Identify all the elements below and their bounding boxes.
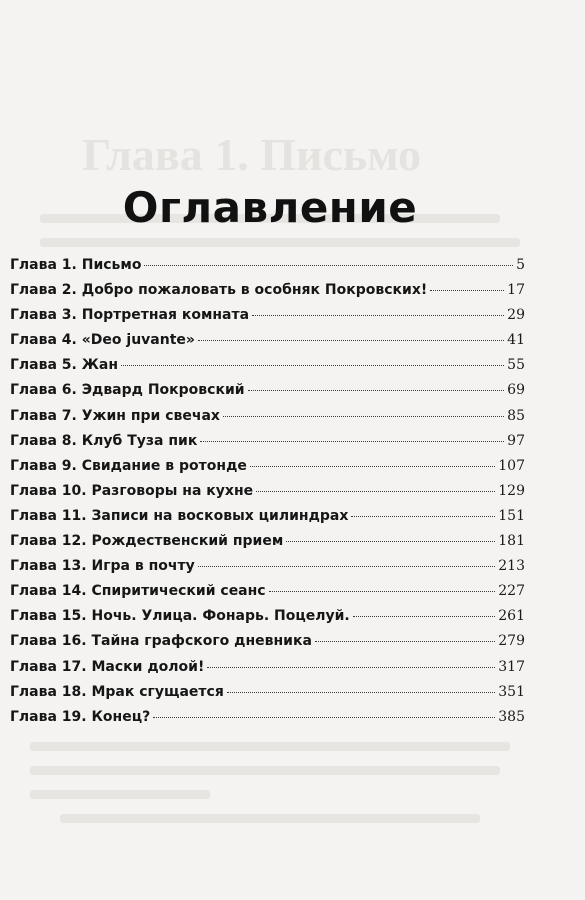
toc-entry[interactable] (10, 533, 525, 558)
dot-leader (248, 390, 505, 391)
dot-leader (223, 416, 504, 417)
show-through-line (60, 814, 480, 823)
toc-entry[interactable] (10, 684, 525, 709)
toc-entry[interactable] (10, 483, 525, 508)
toc-entry[interactable] (10, 508, 525, 533)
toc-entry-title: Глава 10. Разговоры на кухне (10, 482, 254, 499)
toc-entry-page-number: 107 (498, 457, 525, 474)
toc-entry-page-number: 213 (498, 558, 525, 575)
toc-entry[interactable] (10, 257, 525, 282)
show-through-line (30, 790, 210, 799)
dot-leader (430, 290, 504, 291)
toc-entry-page-number: 151 (498, 507, 525, 524)
dot-leader (269, 591, 496, 592)
toc-entry-page-number: 351 (498, 683, 525, 700)
toc-entry-page-number: 129 (498, 482, 525, 499)
toc-entry-page-number: 29 (507, 307, 525, 324)
toc-entry[interactable] (10, 583, 525, 608)
toc-entry[interactable] (10, 408, 525, 433)
toc-entry-title: Глава 18. Мрак сгущается (10, 683, 224, 700)
toc-entry-page-number: 41 (507, 332, 525, 349)
toc-entry[interactable] (10, 659, 525, 684)
toc-entry-title: Глава 15. Ночь. Улица. Фонарь. Поцелуй. (10, 608, 350, 625)
toc-entry-title: Глава 3. Портретная комната (10, 307, 250, 324)
toc-entry[interactable] (10, 709, 525, 734)
toc-entry[interactable] (10, 307, 525, 332)
dot-leader (250, 466, 495, 467)
toc-entry-page-number: 85 (507, 407, 525, 424)
toc-entry-title: Глава 13. Игра в почту (10, 558, 195, 575)
dot-leader (207, 667, 495, 668)
toc-entry-page-number: 69 (507, 382, 525, 399)
toc-entry-title: Глава 19. Конец? (10, 708, 151, 725)
toc-entry[interactable] (10, 633, 525, 658)
toc-entry-page-number: 279 (498, 633, 525, 650)
toc-entry[interactable] (10, 282, 525, 307)
dot-leader (198, 340, 504, 341)
toc-entry[interactable] (10, 332, 525, 357)
toc-entry-page-number: 181 (498, 533, 525, 550)
toc-entry-page-number: 5 (516, 257, 525, 273)
toc-entry-title: Глава 2. Добро пожаловать в особняк Покровских! (10, 282, 428, 299)
dot-leader (256, 491, 495, 492)
toc-entry-page-number: 317 (498, 658, 525, 675)
toc-entry-page-number: 261 (498, 608, 525, 625)
toc-entry-title: Глава 6. Эдвард Покровский (10, 382, 245, 399)
toc-entry-title: Глава 9. Свидание в ротонде (10, 457, 247, 474)
toc-entry-title: Глава 14. Спиритический сеанс (10, 583, 266, 600)
show-through-line (40, 238, 520, 247)
page-title: Оглавление (122, 183, 418, 232)
toc-entry-title: Глава 1. Письмо (10, 257, 142, 273)
show-through-heading: Глава 1. Письмо (82, 129, 421, 180)
dot-leader (315, 641, 495, 642)
dot-leader (198, 566, 496, 567)
toc-entry-title: Глава 11. Записи на восковых цилиндрах (10, 507, 349, 524)
dot-leader (153, 717, 495, 718)
dot-leader (227, 692, 495, 693)
toc-entry-title: Глава 7. Ужин при свечах (10, 407, 220, 424)
toc-entry[interactable] (10, 357, 525, 382)
toc-entry[interactable] (10, 558, 525, 583)
dot-leader (351, 516, 495, 517)
table-of-contents (10, 257, 525, 734)
dot-leader (121, 365, 504, 366)
toc-entry-page-number: 385 (498, 708, 525, 725)
toc-entry-page-number: 97 (507, 432, 525, 449)
show-through-line (30, 742, 510, 751)
toc-entry[interactable] (10, 608, 525, 633)
toc-entry[interactable] (10, 433, 525, 458)
toc-entry[interactable] (10, 382, 525, 407)
toc-entry-page-number: 55 (507, 357, 525, 374)
dot-leader (353, 616, 496, 617)
toc-entry-title: Глава 4. «Deo juvante» (10, 332, 195, 349)
dot-leader (144, 265, 513, 266)
dot-leader (286, 541, 495, 542)
toc-entry-page-number: 17 (507, 282, 525, 299)
show-through-line (30, 766, 500, 775)
toc-entry-title: Глава 5. Жан (10, 357, 118, 374)
dot-leader (252, 315, 504, 316)
toc-entry-title: Глава 16. Тайна графского дневника (10, 633, 312, 650)
toc-entry-title: Глава 8. Клуб Туза пик (10, 432, 198, 449)
toc-entry[interactable] (10, 458, 525, 483)
toc-entry-title: Глава 12. Рождественский прием (10, 533, 284, 550)
dot-leader (200, 441, 504, 442)
toc-entry-page-number: 227 (498, 583, 525, 600)
toc-entry-title: Глава 17. Маски долой! (10, 658, 205, 675)
